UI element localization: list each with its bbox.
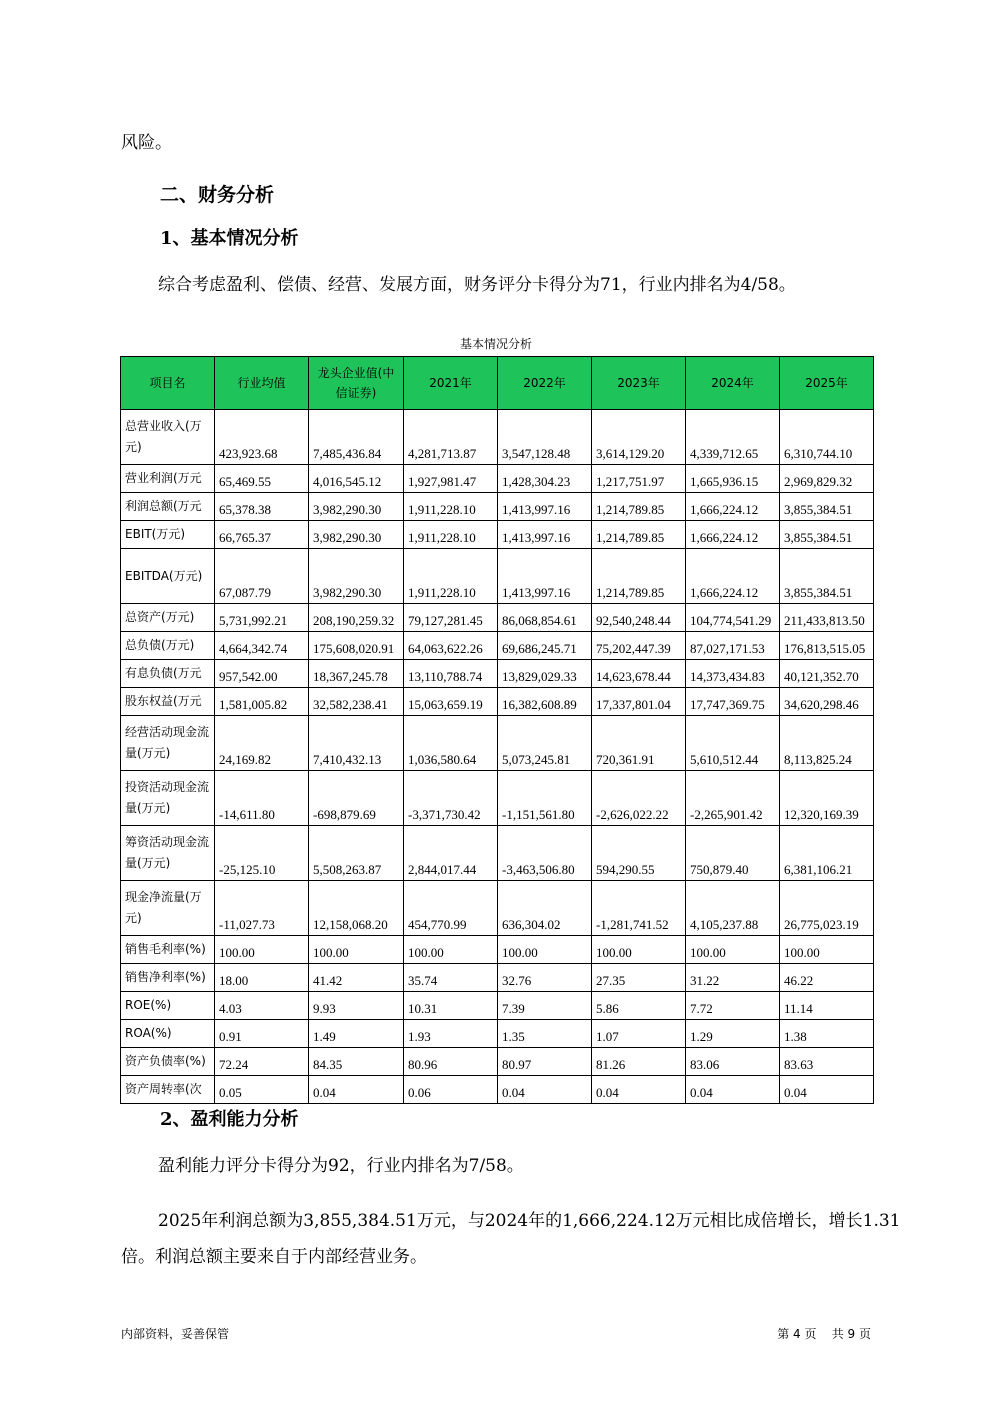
table-cell: 26,775,023.19 [780,881,874,936]
table-cell: 92,540,248.44 [592,604,686,632]
table-cell: 1,428,304.23 [498,465,592,493]
row-label: 有息负债(万元 [121,660,215,688]
row-label: 资产周转率(次 [121,1076,215,1104]
table-cell: 1,413,997.16 [498,521,592,549]
row-label: 资产负债率(%) [121,1048,215,1076]
table-cell: 84.35 [309,1048,404,1076]
table-cell: 87,027,171.53 [686,632,780,660]
table-cell: 957,542.00 [215,660,309,688]
table-cell: 86,068,854.61 [498,604,592,632]
table-cell: 2,969,829.32 [780,465,874,493]
table-row [121,992,874,1020]
column-header: 2021年 [404,357,498,410]
table-cell: -1,151,561.80 [498,771,592,826]
profit-paragraph-line1: 2025年利润总额为3,855,384.51万元，与2024年的1,666,224.12万元相比成倍增长，增长1.31 [158,1211,901,1231]
table-cell: 0.04 [780,1076,874,1104]
table-cell: 3,855,384.51 [780,549,874,604]
table-cell: 24,169.82 [215,716,309,771]
table-cell: 4,105,237.88 [686,881,780,936]
table-cell: 3,982,290.30 [309,493,404,521]
table-cell: 0.91 [215,1020,309,1048]
table-cell: 3,855,384.51 [780,493,874,521]
table-cell: 1,036,580.64 [404,716,498,771]
table-cell: 72.24 [215,1048,309,1076]
row-label: 股东权益(万元 [121,688,215,716]
table-row [121,826,874,881]
table-cell: 34,620,298.46 [780,688,874,716]
table-cell: 1,666,224.12 [686,549,780,604]
row-label: 销售毛利率(%) [121,936,215,964]
table-cell: 1,911,228.10 [404,493,498,521]
table-cell: 6,381,106.21 [780,826,874,881]
section-title: 二、财务分析 [160,184,275,206]
table-cell: -3,463,506.80 [498,826,592,881]
table-cell: 1,911,228.10 [404,549,498,604]
table-cell: -2,265,901.42 [686,771,780,826]
table-cell: 27.35 [592,964,686,992]
table-cell: 6,310,744.10 [780,410,874,465]
table-header-row [121,357,874,410]
table-cell: 79,127,281.45 [404,604,498,632]
table-cell: 4,664,342.74 [215,632,309,660]
row-label: 利润总额(万元 [121,493,215,521]
table-cell: 1.49 [309,1020,404,1048]
table-cell: 100.00 [780,936,874,964]
row-label: 总负债(万元) [121,632,215,660]
table-cell: 0.04 [498,1076,592,1104]
column-header: 项目名 [121,357,215,410]
table-cell: 3,614,129.20 [592,410,686,465]
row-label: 营业利润(万元 [121,465,215,493]
table-cell: -1,281,741.52 [592,881,686,936]
row-label: EBITDA(万元) [121,549,215,604]
table-cell: 32.76 [498,964,592,992]
table-cell: 75,202,447.39 [592,632,686,660]
column-header: 龙头企业值(中信证券) [309,357,404,410]
table-cell: 35.74 [404,964,498,992]
table-cell: 32,582,238.41 [309,688,404,716]
table-cell: 10.31 [404,992,498,1020]
row-label: 销售净利率(%) [121,964,215,992]
column-header: 2023年 [592,357,686,410]
subsection-title-basic: 1、基本情况分析 [160,228,299,249]
row-label: 筹资活动现金流量(万元) [121,826,215,881]
table-row [121,881,874,936]
column-header: 2025年 [780,357,874,410]
table-cell: 83.06 [686,1048,780,1076]
basic-summary-paragraph: 综合考虑盈利、偿债、经营、发展方面，财务评分卡得分为71，行业内排名为4/58。 [158,275,796,295]
table-cell: 7,485,436.84 [309,410,404,465]
footer-confidential: 内部资料，妥善保管 [121,1327,230,1341]
table-row [121,604,874,632]
table-row [121,549,874,604]
table-cell: 46.22 [780,964,874,992]
table-cell: -2,626,022.22 [592,771,686,826]
financial-table [120,356,874,1104]
profitability-summary-paragraph: 盈利能力评分卡得分为92，行业内排名为7/58。 [158,1156,524,1176]
table-cell: 100.00 [498,936,592,964]
table-cell: 1,214,789.85 [592,521,686,549]
table-cell: 100.00 [404,936,498,964]
table-cell: 2,844,017.44 [404,826,498,881]
table-cell: 16,382,608.89 [498,688,592,716]
table-cell: 0.04 [592,1076,686,1104]
table-cell: 18.00 [215,964,309,992]
table-cell: 80.96 [404,1048,498,1076]
table-cell: 104,774,541.29 [686,604,780,632]
table-cell: 1,665,936.15 [686,465,780,493]
table-row [121,521,874,549]
table-cell: 720,361.91 [592,716,686,771]
table-cell: 1.29 [686,1020,780,1048]
table-cell: 17,337,801.04 [592,688,686,716]
table-cell: 14,623,678.44 [592,660,686,688]
table-cell: 3,982,290.30 [309,549,404,604]
table-cell: -14,611.80 [215,771,309,826]
table-cell: 15,063,659.19 [404,688,498,716]
table-cell: 1,217,751.97 [592,465,686,493]
table-cell: 1,927,981.47 [404,465,498,493]
table-cell: 5.86 [592,992,686,1020]
table-cell: 100.00 [592,936,686,964]
table-cell: 1,413,997.16 [498,549,592,604]
table-cell: 175,608,020.91 [309,632,404,660]
table-cell: 81.26 [592,1048,686,1076]
table-row [121,936,874,964]
table-cell: 13,829,029.33 [498,660,592,688]
column-header: 2022年 [498,357,592,410]
table-cell: 1,214,789.85 [592,493,686,521]
table-cell: 176,813,515.05 [780,632,874,660]
table-row [121,632,874,660]
table-cell: 65,378.38 [215,493,309,521]
table-cell: 3,855,384.51 [780,521,874,549]
table-row [121,1020,874,1048]
table-cell: 7.72 [686,992,780,1020]
table-row [121,771,874,826]
table-cell: 11.14 [780,992,874,1020]
row-label: 总营业收入(万元) [121,410,215,465]
table-cell: 4.03 [215,992,309,1020]
table-cell: 1.07 [592,1020,686,1048]
table-cell: -25,125.10 [215,826,309,881]
table-cell: 100.00 [215,936,309,964]
table-cell: 12,320,169.39 [780,771,874,826]
table-cell: 211,433,813.50 [780,604,874,632]
footer-page-number: 第 4 页 共 9 页 [777,1327,871,1341]
table-cell: 12,158,068.20 [309,881,404,936]
table-cell: 17,747,369.75 [686,688,780,716]
table-cell: 40,121,352.70 [780,660,874,688]
table-cell: 1.93 [404,1020,498,1048]
table-cell: 14,373,434.83 [686,660,780,688]
table-cell: 7.39 [498,992,592,1020]
table-cell: 1,214,789.85 [592,549,686,604]
table-row [121,716,874,771]
table-cell: 3,547,128.48 [498,410,592,465]
table-row [121,1076,874,1104]
profit-paragraph-line2: 倍。利润总额主要来自于内部经营业务。 [121,1247,427,1267]
column-header: 行业均值 [215,357,309,410]
table-cell: 8,113,825.24 [780,716,874,771]
table-cell: 5,731,992.21 [215,604,309,632]
table-cell: 594,290.55 [592,826,686,881]
table-cell: 100.00 [686,936,780,964]
table-cell: 83.63 [780,1048,874,1076]
table-cell: 9.93 [309,992,404,1020]
table-cell: 1,413,997.16 [498,493,592,521]
table-cell: 4,339,712.65 [686,410,780,465]
table-cell: 1,911,228.10 [404,521,498,549]
row-label: EBIT(万元) [121,521,215,549]
row-label: 投资活动现金流量(万元) [121,771,215,826]
table-cell: 1.35 [498,1020,592,1048]
table-cell: 4,281,713.87 [404,410,498,465]
table-cell: 636,304.02 [498,881,592,936]
table-cell: 1,666,224.12 [686,493,780,521]
table-row [121,660,874,688]
table-cell: 3,982,290.30 [309,521,404,549]
column-header: 2024年 [686,357,780,410]
table-cell: 4,016,545.12 [309,465,404,493]
table-cell: 80.97 [498,1048,592,1076]
table-cell: 0.04 [686,1076,780,1104]
continued-text: 风险。 [121,133,172,153]
table-cell: -3,371,730.42 [404,771,498,826]
table-cell: -698,879.69 [309,771,404,826]
table-row [121,465,874,493]
table-row [121,688,874,716]
table-cell: 64,063,622.26 [404,632,498,660]
row-label: 经营活动现金流量(万元) [121,716,215,771]
row-label: 现金净流量(万元) [121,881,215,936]
table-caption: 基本情况分析 [459,337,532,351]
row-label: ROA(%) [121,1020,215,1048]
table-cell: 31.22 [686,964,780,992]
table-cell: 69,686,245.71 [498,632,592,660]
table-cell: 18,367,245.78 [309,660,404,688]
table-cell: 65,469.55 [215,465,309,493]
table-cell: 454,770.99 [404,881,498,936]
row-label: ROE(%) [121,992,215,1020]
table-cell: 423,923.68 [215,410,309,465]
row-label: 总资产(万元) [121,604,215,632]
table-cell: 0.04 [309,1076,404,1104]
subsection-title-profitability: 2、盈利能力分析 [160,1109,299,1130]
table-cell: 41.42 [309,964,404,992]
table-cell: 750,879.40 [686,826,780,881]
table-row [121,1048,874,1076]
table-cell: 5,508,263.87 [309,826,404,881]
table-row [121,493,874,521]
table-cell: 7,410,432.13 [309,716,404,771]
table-cell: 67,087.79 [215,549,309,604]
table-cell: -11,027.73 [215,881,309,936]
table-cell: 5,073,245.81 [498,716,592,771]
table-row [121,410,874,465]
table-cell: 100.00 [309,936,404,964]
table-cell: 1,666,224.12 [686,521,780,549]
table-cell: 13,110,788.74 [404,660,498,688]
table-cell: 0.06 [404,1076,498,1104]
table-cell: 208,190,259.32 [309,604,404,632]
table-row [121,964,874,992]
table-cell: 0.05 [215,1076,309,1104]
table-cell: 1.38 [780,1020,874,1048]
table-cell: 1,581,005.82 [215,688,309,716]
table-cell: 66,765.37 [215,521,309,549]
table-cell: 5,610,512.44 [686,716,780,771]
